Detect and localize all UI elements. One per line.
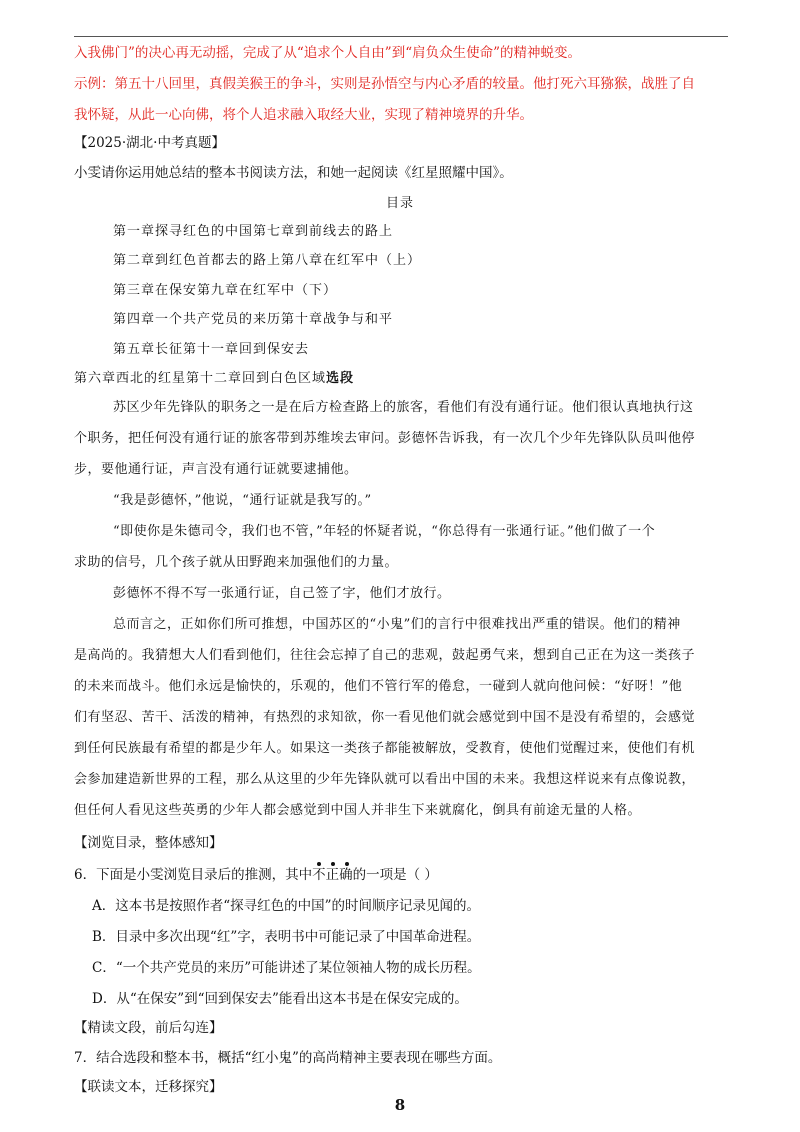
passage-line: 求助的信号，几个孩子就从田野跑来加强他们的力量。 (74, 555, 399, 570)
toc-row: 第三章在保安第九章在红军中（下） (113, 283, 338, 298)
toc-title: 目录 (385, 196, 414, 211)
section-heading: 【浏览目录，整体感知】 (74, 835, 223, 851)
passage-line: “即使你是朱德司令，我们也不管，”年轻的怀疑者说，“你总得有一张通行证。”他们做了一个 (113, 524, 656, 539)
toc-row: 第四章一个共产党员的来历第十章战争与和平 (113, 312, 394, 327)
section-heading: 【精读文段，前后勾连】 (74, 1020, 223, 1036)
question-intro: 小雯请你运用她总结的整本书阅读方法，和她一起阅读《红星照耀中国》。 (74, 165, 513, 181)
option-a: A．这本书是按照作者“探寻红色的中国”的时间顺序记录见闻的。 (92, 898, 481, 914)
toc-row: 第六章西北的红星第十二章回到白色区域 (74, 371, 327, 386)
passage-line: 是高尚的。我猜想大人们看到他们，往往会忘掉了自己的悲观，鼓起勇气来，想到自己正在为这一类孩子 (74, 648, 696, 663)
page-number: 8 (394, 1096, 406, 1114)
option-d: D．从“在保安”到“回到保安去”能看出这本书是在保安完成的。 (92, 991, 468, 1007)
option-b: B．目录中多次出现“红”字，表明书中可能记录了中国革命进程。 (92, 929, 481, 945)
selected-passage-label: 选段 (326, 371, 355, 386)
passage-line: 步，要他通行证，声言没有通行证就要逮捕他。 (74, 462, 358, 477)
passage-line: 到任何民族最有希望的都是少年人。如果这一类孩子都能被解放，受教育，使他们觉醒过来，使他们有机 (74, 741, 696, 756)
passage-line: 的未来而战斗。他们永远是愉快的，乐观的，他们不管行军的倦怠，一碰到人就向他问候：“好呀！”他 (74, 679, 683, 694)
passage-line: 们有坚忍、苦干、活泼的精神，有热烈的求知欲，你一看见他们就会感觉到中国不是没有希望的，会感觉 (74, 710, 696, 725)
exam-source-tag: 【2025·湖北·中考真题】 (74, 135, 225, 151)
toc-last-row (74, 367, 354, 386)
header-rule (74, 36, 728, 37)
question-7: 7．结合选段和整本书，概括“红小鬼”的高尚精神主要表现在哪些方面。 (74, 1050, 502, 1066)
question-6-stem (74, 863, 438, 883)
passage-line: “我是彭德怀，”他说，“通行证就是我写的。” (113, 493, 372, 508)
question-6-tail: 的一项是（ ） (352, 867, 438, 883)
passage-line: 个职务，把任何没有通行证的旅客带到苏维埃去审问。彭德怀告诉我，有一次几个少年先锋队队员叫他停 (74, 431, 696, 446)
section-heading: 【联读文本，迁移探究】 (74, 1079, 223, 1095)
question-6-text: 6．下面是小雯浏览目录后的推测，其中 (74, 867, 313, 883)
option-c: C．“一个共产党员的来历”可能讲述了某位领袖人物的成长历程。 (92, 960, 481, 976)
toc-row: 第一章探寻红色的中国第七章到前线去的路上 (113, 224, 394, 239)
answer-note-line-1: 入我佛门”的决心再无动摇，完成了从“追求个人自由”到“肩负众生使命”的精神蜕变。 (74, 45, 582, 61)
passage-line: 总而言之，正如你们所可推想，中国苏区的“小鬼”们的言行中很难找出严重的错误。他们的精神 (113, 617, 681, 632)
passage-line: 会参加建造新世界的工程，那么从这里的少年先锋队就可以看出中国的未来。我想这样说来有点像说教， (74, 772, 696, 787)
answer-note-line-2: 示例：第五十八回里，真假美猴王的争斗，实则是孙悟空与内心矛盾的较量。他打死六耳猕猴，战胜了自 (74, 76, 695, 92)
passage-line: 但任何人看见这些英勇的少年人都会感觉到中国人并非生下来就腐化，倒具有前途无量的人格。 (74, 803, 642, 818)
answer-note-line-3: 我怀疑，从此一心向佛，将个人追求融入取经大业，实现了精神境界的升华。 (74, 107, 533, 123)
emphasis-not-correct: 不正确 (312, 867, 353, 883)
toc-row: 第二章到红色首都去的路上第八章在红军中（上） (113, 253, 422, 268)
toc-row: 第五章长征第十一章回到保安去 (113, 342, 310, 357)
passage-line: 苏区少年先锋队的职务之一是在后方检查路上的旅客，看他们有没有通行证。他们很认真地执行这 (113, 400, 694, 415)
passage-line: 彭德怀不得不写一张通行证，自己签了字，他们才放行。 (113, 586, 451, 601)
